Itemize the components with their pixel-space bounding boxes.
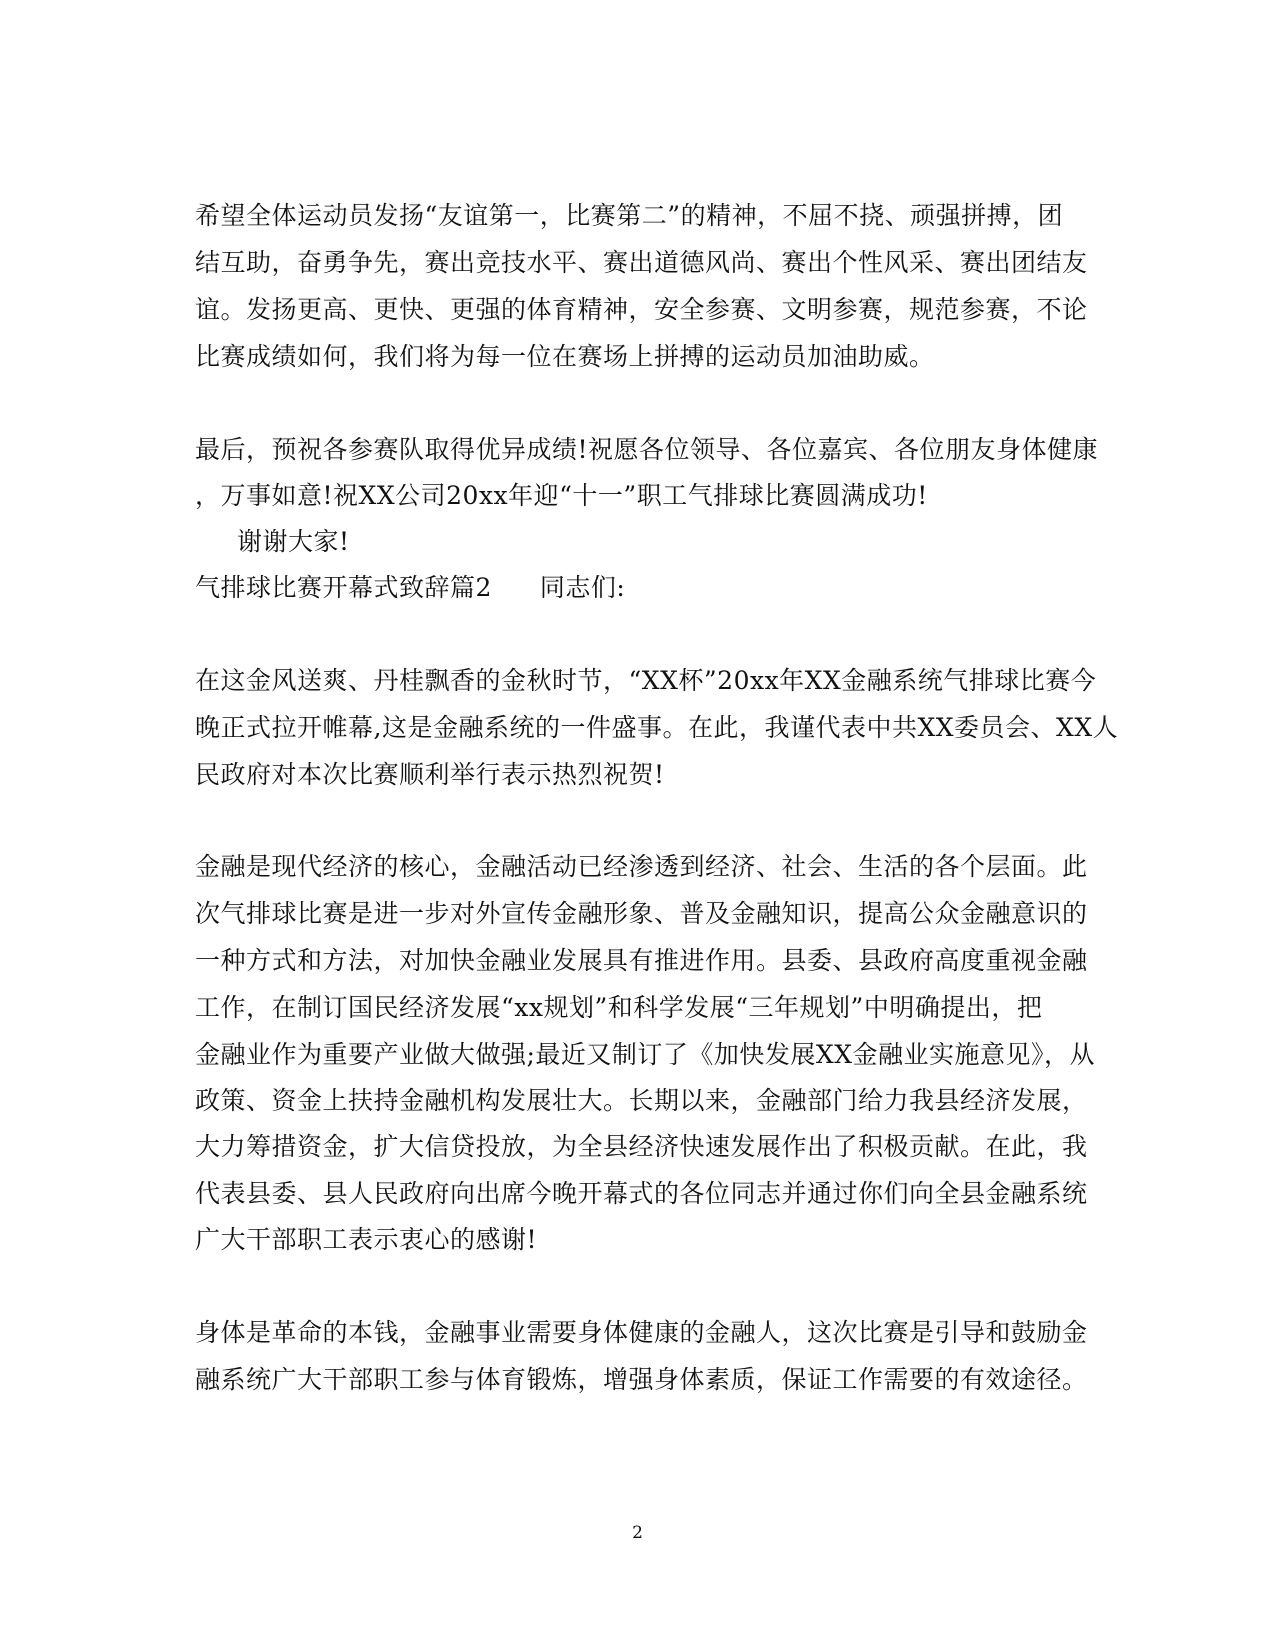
paragraph-2-line-1: 最后，预祝各参赛队取得优异成绩!祝愿各位领导、各位嘉宾、各位朋友身体健康 (195, 435, 1099, 464)
paragraph-4-line-8: 代表县委、县人民政府向出席今晚开幕式的各位同志并通过你们向全县金融系统 (195, 1179, 1088, 1208)
paragraph-4-line-7: 大力筹措资金，扩大信贷投放，为全县经济快速发展作出了积极贡献。在此，我 (195, 1132, 1088, 1161)
section-heading: 气排球比赛开幕式致辞篇2 (195, 573, 492, 602)
paragraph-4-line-6: 政策、资金上扶持金融机构发展壮大。长期以来，金融部门给力我县经济发展， (195, 1086, 1088, 1115)
salutation: 同志们: (539, 573, 626, 602)
paragraph-1-line-2: 结互助，奋勇争先，赛出竞技水平、赛出道德风尚、赛出个性风采、赛出团结友 (195, 248, 1088, 277)
paragraph-3-line-1: 在这金风送爽、丹桂飘香的金秋时节，“XX杯”20xx年XX金融系统气排球比赛今 (195, 666, 1097, 695)
page-number: 2 (632, 1523, 643, 1543)
paragraph-1-line-1: 希望全体运动员发扬“友谊第一，比赛第二”的精神，不屈不挠、顽强拼搏，团 (195, 201, 1064, 230)
paragraph-2-line-2: ，万事如意!祝XX公司20xx年迎“十一”职工气排球比赛圆满成功! (195, 481, 928, 510)
paragraph-5-line-2: 融系统广大干部职工参与体育锻炼，增强身体素质，保证工作需要的有效途径。 (195, 1365, 1088, 1394)
section-heading-row (195, 573, 625, 603)
paragraph-4-line-2: 次气排球比赛是进一步对外宣传金融形象、普及金融知识，提高公众金融意识的 (195, 899, 1088, 928)
paragraph-3-line-2: 晚正式拉开帷幕,这是金融系统的一件盛事。在此，我谨代表中共XX委员会、XX人 (195, 713, 1119, 742)
paragraph-1-line-3: 谊。发扬更高、更快、更强的体育精神，安全参赛、文明参赛，规范参赛，不论 (195, 295, 1088, 324)
closing-thanks: 谢谢大家! (237, 527, 350, 556)
paragraph-4-line-1: 金融是现代经济的核心，金融活动已经渗透到经济、社会、生活的各个层面。此 (195, 852, 1088, 881)
paragraph-4-line-3: 一种方式和方法，对加快金融业发展具有推进作用。县委、县政府高度重视金融 (195, 946, 1088, 975)
paragraph-4-line-5: 金融业作为重要产业做大做强;最近又制订了《加快发展XX金融业实施意见》，从 (195, 1040, 1096, 1069)
paragraph-4-line-4: 工作，在制订国民经济发展“xx规划”和科学发展“三年规划”中明确提出，把 (195, 993, 1043, 1022)
paragraph-1-line-4: 比赛成绩如何，我们将为每一位在赛场上拼搏的运动员加油助威。 (195, 342, 935, 371)
paragraph-4-line-9: 广大干部职工表示衷心的感谢! (195, 1225, 538, 1254)
paragraph-5-line-1: 身体是革命的本钱，金融事业需要身体健康的金融人，这次比赛是引导和鼓励金 (195, 1318, 1088, 1347)
paragraph-3-line-3: 民政府对本次比赛顺利举行表示热烈祝贺! (195, 760, 665, 789)
